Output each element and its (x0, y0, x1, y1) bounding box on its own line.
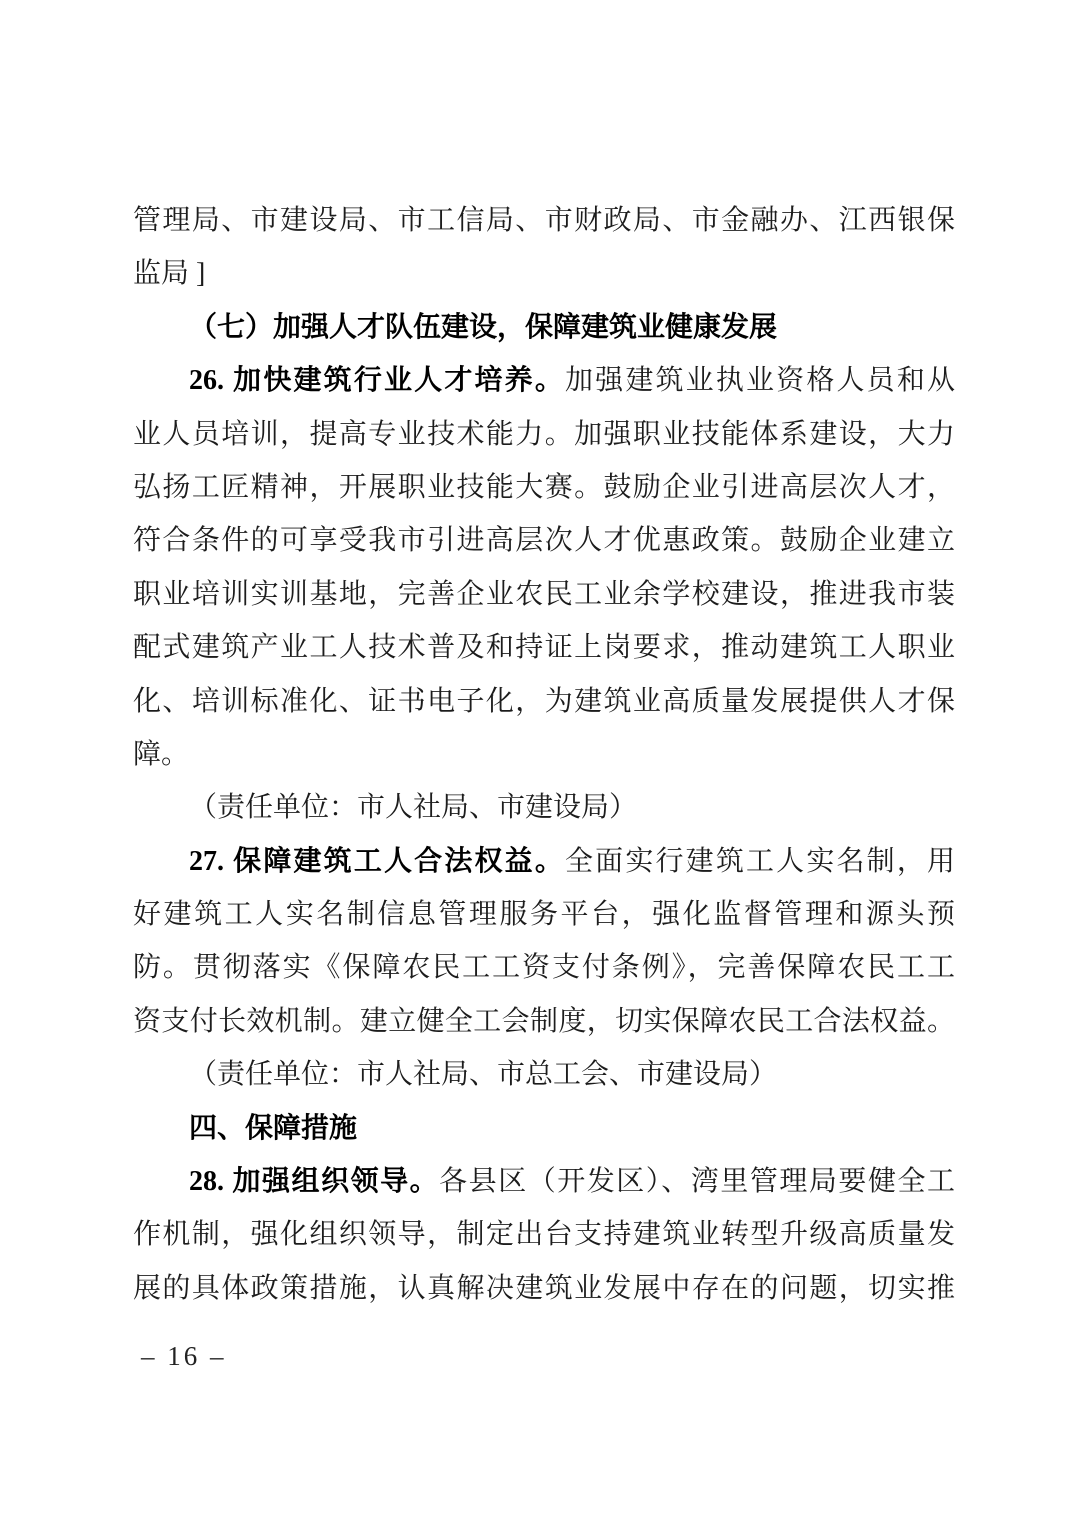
line-text: 弘扬工匠精神，开展职业技能大赛。鼓励企业引进高层次人才， (133, 471, 955, 503)
section-7-heading (133, 301, 955, 354)
item-26-line (133, 621, 955, 674)
line-text: 职业培训实训基地，完善企业农民工业余学校建设，推进我市装 (133, 578, 955, 610)
item-28-line (133, 1262, 955, 1315)
line-text: 障。 (133, 738, 190, 770)
line-text: 配式建筑产业工人技术普及和持证上岗要求，推动建筑工人职业 (133, 632, 955, 664)
line-text: 监局 ] (133, 258, 206, 290)
bold-text: 四、保障措施 (189, 1112, 358, 1144)
item-26-line (133, 514, 955, 567)
item-26-line (133, 354, 955, 407)
page-number: – 16 – (141, 1341, 227, 1371)
bold-text: 27. 保障建筑工人合法权益。 (189, 845, 565, 877)
line-text: 符合条件的可享受我市引进高层次人才优惠政策。鼓励企业建立 (133, 525, 955, 557)
line-text: （责任单位：市人社局、市总工会、市建设局） (189, 1059, 778, 1091)
item-27-line (133, 888, 955, 941)
continued-paragraph-line (133, 194, 955, 247)
line-text: 防。贯彻落实《保障农民工工资支付条例》，完善保障农民工工 (133, 952, 955, 984)
line-text: 业人员培训，提高专业技术能力。加强职业技能体系建设，大力 (133, 418, 955, 450)
item-26-line (133, 675, 955, 728)
line-text: （责任单位：市人社局、市建设局） (189, 792, 638, 824)
line-text: 全面实行建筑工人实名制，用 (565, 845, 955, 877)
document-body (133, 194, 955, 1315)
item-27-line (133, 835, 955, 888)
line-text: 好建筑工人实名制信息管理服务平台，强化监督管理和源头预 (133, 899, 955, 931)
line-text: 加强建筑业执业资格人员和从 (565, 365, 955, 397)
item-26-responsible-units (133, 781, 955, 834)
line-text: 管理局、市建设局、市工信局、市财政局、市金融办、江西银保 (133, 205, 955, 236)
part-4-heading (133, 1102, 955, 1155)
line-text: 展的具体政策措施，认真解决建筑业发展中存在的问题，切实推 (133, 1272, 955, 1304)
item-26-line (133, 408, 955, 461)
line-text: 化、培训标准化、证书电子化，为建筑业高质量发展提供人才保 (133, 685, 955, 717)
item-26-line (133, 728, 955, 781)
line-text: 各县区（开发区）、湾里管理局要健全工 (439, 1166, 955, 1198)
line-text: 资支付长效机制。建立健全工会制度，切实保障农民工合法权益。 (133, 1005, 955, 1037)
bold-text: 28. 加强组织领导。 (189, 1166, 440, 1198)
bold-text: 26. 加快建筑行业人才培养。 (189, 365, 565, 397)
line-text: 作机制，强化组织领导，制定出台支持建筑业转型升级高质量发 (133, 1219, 955, 1251)
item-28-line (133, 1155, 955, 1208)
item-26-line (133, 461, 955, 514)
item-27-line (133, 941, 955, 994)
item-27-responsible-units (133, 1048, 955, 1101)
item-27-line (133, 995, 955, 1048)
item-28-line (133, 1208, 955, 1261)
item-26-line (133, 568, 955, 621)
bold-text: （七）加强人才队伍建设，保障建筑业健康发展 (189, 311, 778, 343)
continued-paragraph-line (133, 247, 955, 300)
